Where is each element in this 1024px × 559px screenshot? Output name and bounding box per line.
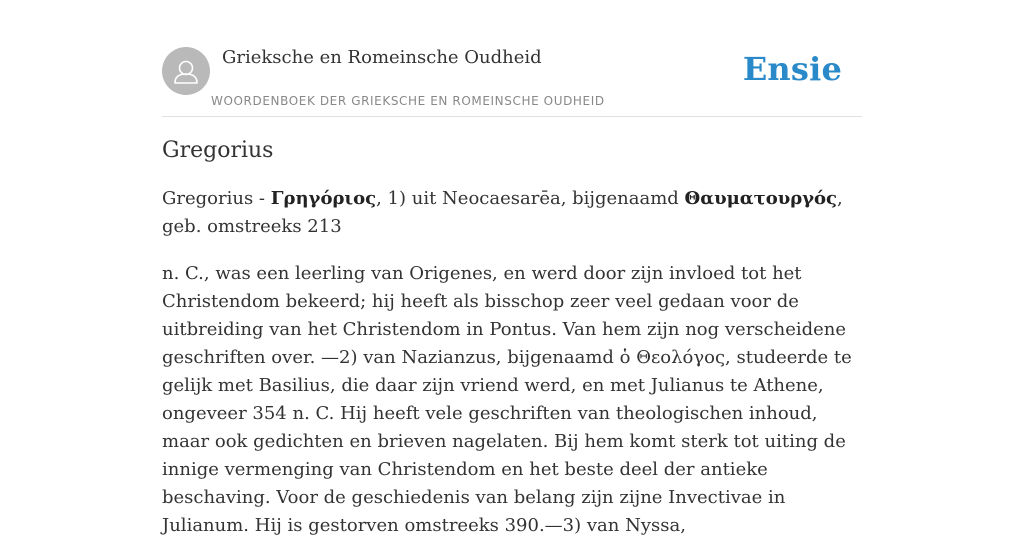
entry-paragraph-2: n. C., was een leerling van Origenes, en werd door zijn invloed tot het Christendom bekeerd; hij heeft als bisschop zeer veel gedaan voor de uitbreiding van het Christendom in Pontus. Van hem zijn nog verscheidene geschriften over. —2) van Nazianzus, bijgenaamd ὁ Θεολόγος, studeerde te gelijk met Basilius, die daar zijn vriend werd, en met Julianus te Athene, ongeveer 354 n. C. Hij heeft vele geschriften van theologischen inhoud, maar ook gedichten en brieven nagelaten. Bij hem komt sterk tot uiting de innige vermenging van Christendom en het beste deel der antieke beschaving. Voor de geschiedenis van belang zijn zijne Invectivae in Julianum. Hij is gestorven omstreeks 390.—3) van Nyssa, <box>162 263 852 536</box>
paragraph-1-lead: Gregorius - <box>162 188 271 209</box>
user-placeholder-icon[interactable] <box>162 47 210 95</box>
ensie-logo[interactable]: Ensie <box>742 50 842 88</box>
source-subtitle: WOORDENBOEK DER GRIEKSCHE EN ROMEINSCHE OUDHEID <box>211 94 605 108</box>
entry-paragraph-1 <box>162 185 862 241</box>
source-title[interactable]: Grieksche en Romeinsche Oudheid <box>222 47 542 68</box>
entry-title: Gregorius <box>162 138 274 163</box>
paragraph-1-tail: , geb. omstreeks 213 <box>162 188 843 237</box>
paragraph-1-mid: , 1) uit Neocaesarēa, bijgenaamd <box>376 188 685 209</box>
source-header <box>162 42 862 117</box>
greek-name: Γρηγόριος <box>270 188 377 209</box>
greek-epithet: Θαυματουργός <box>684 188 838 209</box>
entry-content <box>162 138 862 559</box>
